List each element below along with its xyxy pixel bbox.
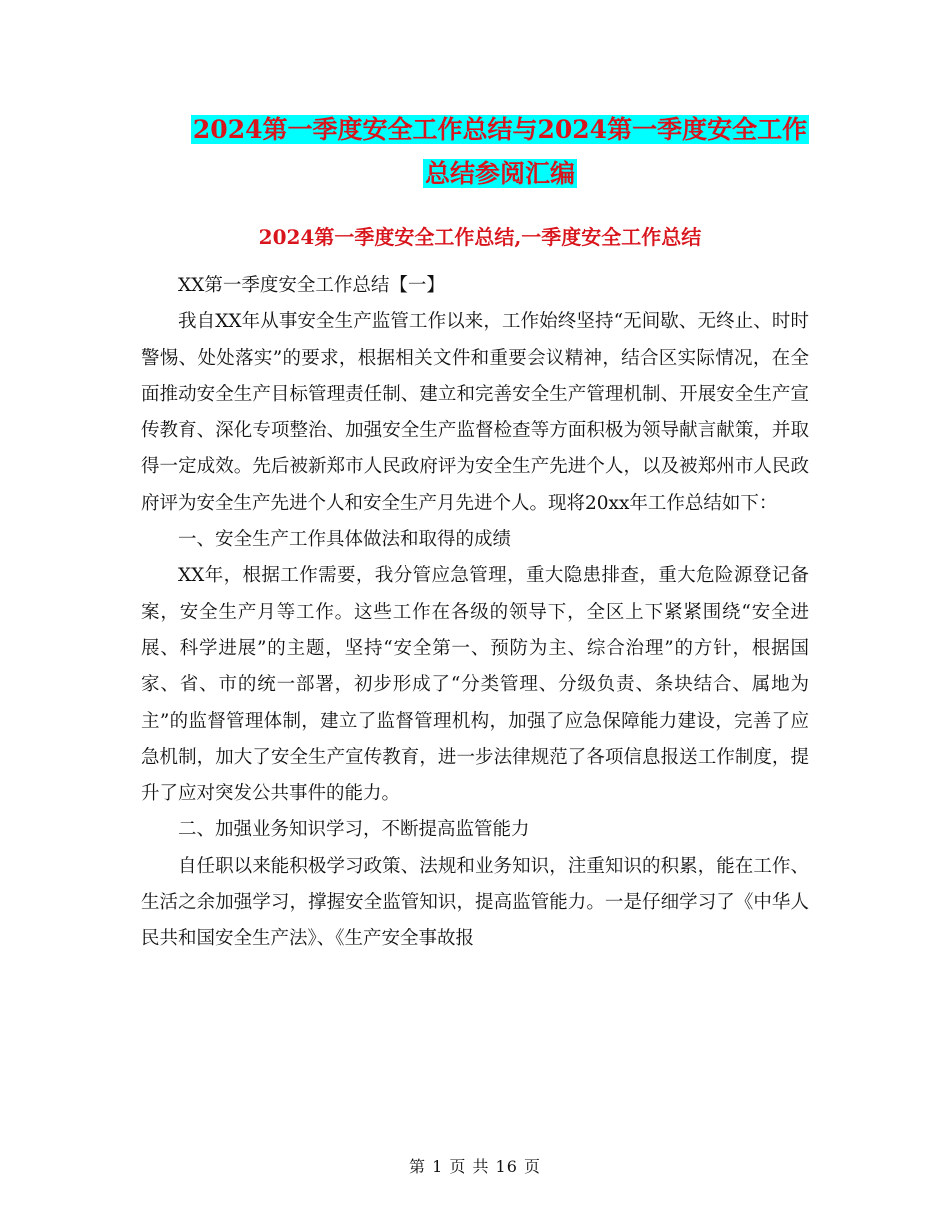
paragraph-learning: 自任职以来能积极学习政策、法规和业务知识，注重知识的积累，能在工作、生活之余加强学习，撑握安全监管知识，提高监管能力。一是仔细学习了《中华人民共和国安全生产法》、《生产安全事故报 [141,855,809,950]
paragraph-intro: 我自XX年从事安全生产监管工作以来，工作始终坚持“无间歇、无终止、时时警惕、处处落实”的要求，根据相关文件和重要会议精神，结合区实际情况，在全面推动安全生产目标管理责任制、建立和完善安全生产管理机制、开展安全生产宣传教育、深化专项整治、加强安全生产监督检查等方面积极为领导献言献策，并取得一定成效。先后被新郑市人民政府评为安全生产先进个人，以及被郑州市人民政府评为安全生产先进个人和安全生产月先进个人。现将20xx年工作总结如下： [141,311,809,514]
document-body [141,268,809,958]
document-title-line-1 [100,112,900,148]
paragraph-achievements: XX年，根据工作需要，我分管应急管理，重大隐患排查，重大危险源登记备案，安全生产月等工作。这些工作在各级的领导下，全区上下紧紧围绕“安全进展、科学进展”的主题，坚持“安全第一、预防为主、综合治理”的方针，根据国家、省、市的统一部署，初步形成了“分类管理、分级负责、条块结合、属地为主”的监督管理体制，建立了监督管理机构，加强了应急保障能力建设，完善了应急机制，加大了安全生产宣传教育，进一步法律规范了各项信息报送工作制度，提升了应对突发公共事件的能力。 [141,565,809,805]
document-subtitle: 2024第一季度安全工作总结,一季度安全工作总结 [258,225,702,249]
page-footer: 第 1 页 共 16 页 [409,1157,541,1176]
title-highlight-2: 总结参阅汇编 [424,159,575,188]
document-title-line-2 [100,156,900,192]
section-heading-achievements: 一、安全生产工作具体做法和取得的成绩 [178,529,512,551]
title-highlight-1: 2024第一季度安全工作总结与2024第一季度安全工作 [192,115,808,144]
section-heading-learning: 二、加强业务知识学习，不断提高监管能力 [178,819,530,841]
section-heading-1: XX第一季度安全工作总结【一】 [178,275,445,296]
